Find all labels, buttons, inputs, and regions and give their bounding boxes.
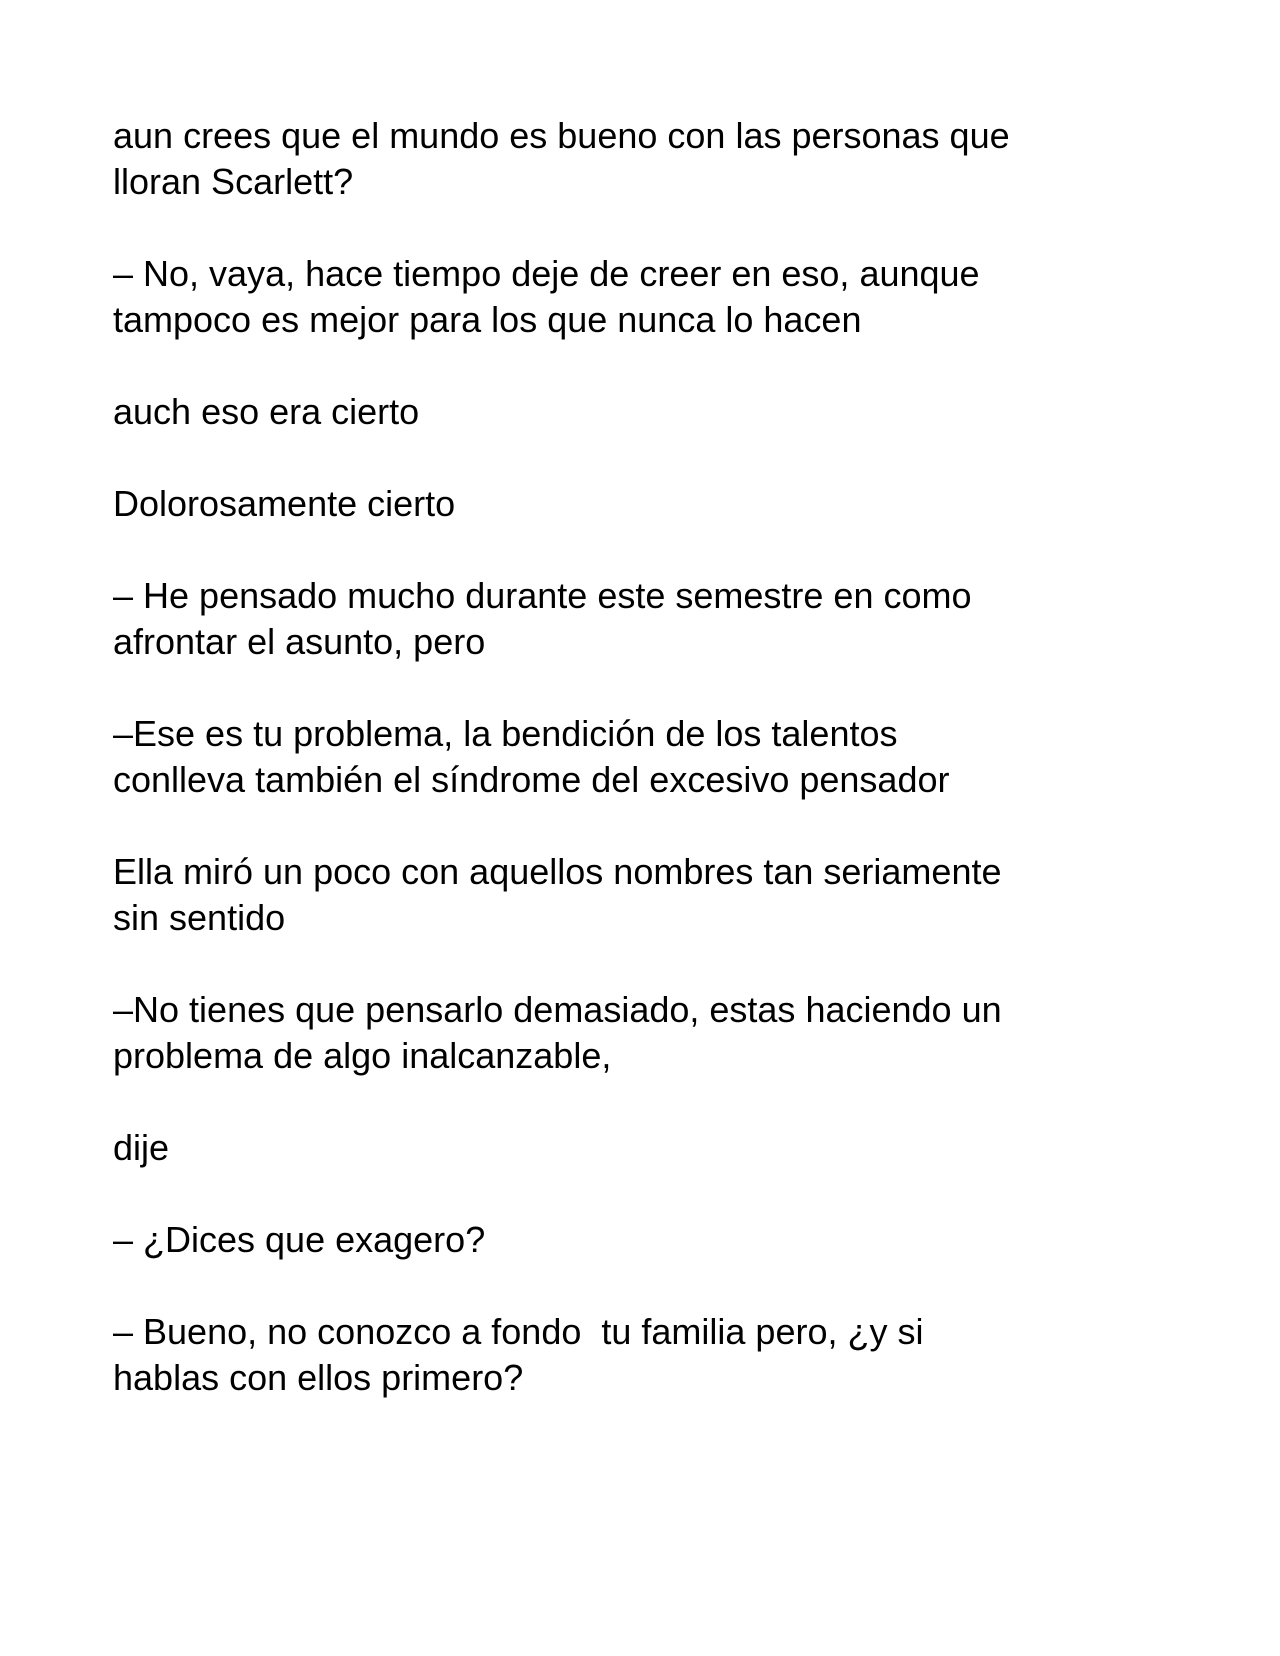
paragraph xyxy=(113,849,1280,941)
text-line: hablas con ellos primero? xyxy=(113,1357,524,1398)
text-line: conlleva también el síndrome del excesivo pensador xyxy=(113,759,950,800)
text-line: Ella miró un poco con aquellos nombres tan seriamente xyxy=(113,851,1002,892)
paragraph xyxy=(113,987,1280,1079)
text-line: aun crees que el mundo es bueno con las personas que xyxy=(113,115,1010,156)
text-line: lloran Scarlett? xyxy=(113,161,354,202)
text-line: problema de algo inalcanzable, xyxy=(113,1035,612,1076)
paragraph xyxy=(113,1217,1280,1263)
paragraph xyxy=(113,711,1280,803)
text-line: dije xyxy=(113,1127,170,1168)
text-line: – ¿Dices que exagero? xyxy=(113,1219,486,1260)
paragraph xyxy=(113,1309,1280,1401)
text-line: –No tienes que pensarlo demasiado, estas haciendo un xyxy=(113,989,1002,1030)
paragraph xyxy=(113,481,1280,527)
text-line: auch eso era cierto xyxy=(113,391,420,432)
paragraph xyxy=(113,573,1280,665)
paragraph xyxy=(113,251,1280,343)
text-line: –Ese es tu problema, la bendición de los talentos xyxy=(113,713,898,754)
text-line: – Bueno, no conozco a fondo tu familia pero, ¿y si xyxy=(113,1311,924,1352)
text-line: afrontar el asunto, pero xyxy=(113,621,486,662)
text-line: – He pensado mucho durante este semestre en como xyxy=(113,575,972,616)
text-line: tampoco es mejor para los que nunca lo hacen xyxy=(113,299,862,340)
text-line: – No, vaya, hace tiempo deje de creer en eso, aunque xyxy=(113,253,980,294)
text-line: Dolorosamente cierto xyxy=(113,483,456,524)
paragraph xyxy=(113,113,1280,205)
paragraph xyxy=(113,1125,1280,1171)
text-line: sin sentido xyxy=(113,897,286,938)
paragraph xyxy=(113,389,1280,435)
